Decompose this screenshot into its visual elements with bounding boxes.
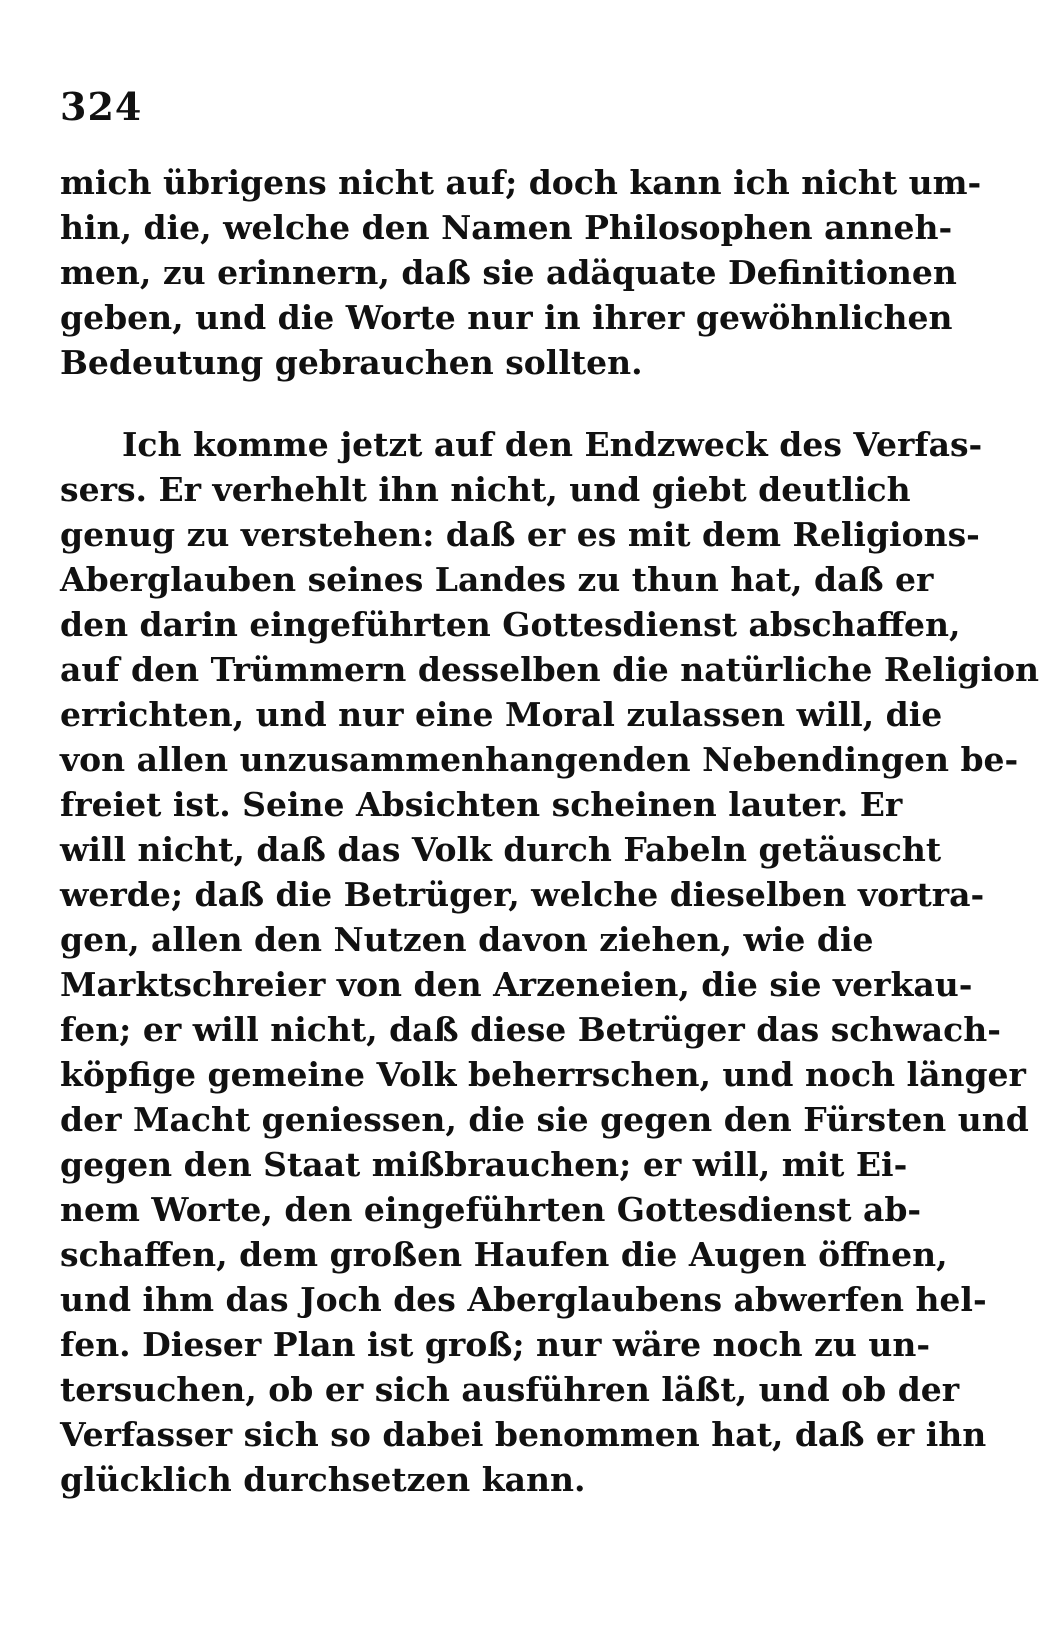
text-line: Marktschreier von den Arzeneien, die sie verkau- xyxy=(60,965,973,1004)
text-line: köpfige gemeine Volk beherrschen, und noch länger xyxy=(60,1055,1026,1094)
text-line: Verfasser sich so dabei benommen hat, daß er ihn xyxy=(60,1415,987,1454)
text-line: gegen den Staat mißbrauchen; er will, mit Ei- xyxy=(60,1145,908,1184)
text-line: fen. Dieser Plan ist groß; nur wäre noch zu un- xyxy=(60,1325,931,1364)
page-number: 324 xyxy=(60,84,143,129)
text-line: tersuchen, ob er sich ausführen läßt, und ob der xyxy=(60,1370,960,1409)
text-line: Aberglauben seines Landes zu thun hat, daß er xyxy=(60,560,934,599)
paragraph-2 xyxy=(60,422,1039,1502)
text-line: will nicht, daß das Volk durch Fabeln getäuscht xyxy=(60,830,942,869)
text-line: Ich komme jetzt auf den Endzweck des Verfas- xyxy=(122,425,983,464)
text-line: errichten, und nur eine Moral zulassen will, die xyxy=(60,695,943,734)
text-line: nem Worte, den eingeführten Gottesdienst ab- xyxy=(60,1190,922,1229)
text-line: von allen unzusammenhangenden Nebendingen be- xyxy=(60,740,1019,779)
text-line: hin, die, welche den Namen Philosophen anneh- xyxy=(60,208,953,247)
text-line: geben, und die Worte nur in ihrer gewöhnlichen xyxy=(60,298,953,337)
text-line: glücklich durchsetzen kann. xyxy=(60,1460,586,1499)
text-line: schaffen, dem großen Haufen die Augen öffnen, xyxy=(60,1235,948,1274)
text-line: mich übrigens nicht auf; doch kann ich nicht um- xyxy=(60,163,982,202)
text-line: der Macht geniessen, die sie gegen den Fürsten und xyxy=(60,1100,1029,1139)
text-line: werde; daß die Betrüger, welche dieselben vortra- xyxy=(60,875,985,914)
text-line: gen, allen den Nutzen davon ziehen, wie die xyxy=(60,920,874,959)
text-line: den darin eingeführten Gottesdienst abschaffen, xyxy=(60,605,961,644)
text-line: sers. Er verhehlt ihn nicht, und giebt deutlich xyxy=(60,470,911,509)
text-line: fen; er will nicht, daß diese Betrüger das schwach- xyxy=(60,1010,1001,1049)
text-line: genug zu verstehen: daß er es mit dem Religions- xyxy=(60,515,980,554)
text-line: und ihm das Joch des Aberglaubens abwerfen hel- xyxy=(60,1280,987,1319)
text-line: Bedeutung gebrauchen sollten. xyxy=(60,343,643,382)
text-line: freiet ist. Seine Absichten scheinen lauter. Er xyxy=(60,785,903,824)
paragraph-1 xyxy=(60,160,982,385)
text-line: men, zu erinnern, daß sie adäquate Definitionen xyxy=(60,253,957,292)
text-line: auf den Trümmern desselben die natürliche Religion xyxy=(60,650,1039,689)
